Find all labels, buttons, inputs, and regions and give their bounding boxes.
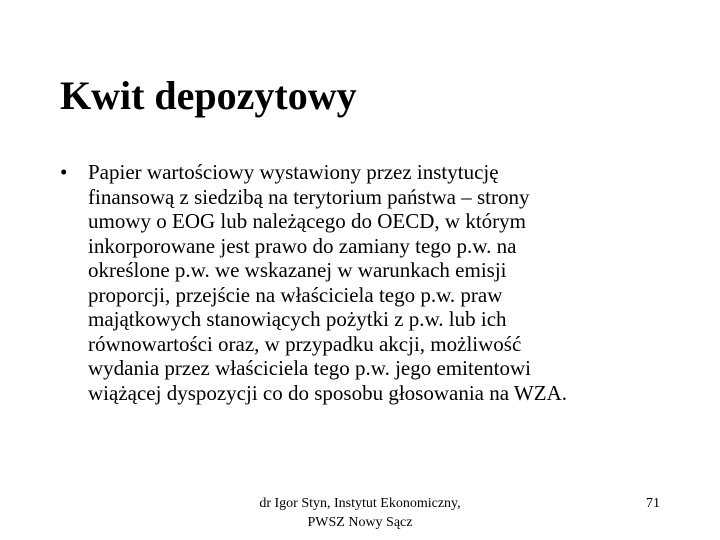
bullet-line: inkorporowane jest prawo do zamiany tego p.w. na [88,233,517,258]
bullet-marker: • [60,160,68,184]
bullet-line: majątkowych stanowiących pożytki z p.w. lub ich [88,307,507,331]
bullet-line: proporcji, przejście na właściciela tego p.w. praw [88,282,503,307]
bullet-line: umowy o EOG lub należącego do OECD, w którym [88,209,526,233]
bullet-item [60,160,660,405]
slide-title: Kwit depozytowy [60,73,357,118]
bullet-line: określone p.w. we wskazanej w warunkach emisji [88,258,507,282]
footer-line: dr Igor Styn, Instytut Ekonomiczny, [259,496,461,511]
bullet-line: równowartości oraz, w przypadku akcji, możliwość [88,331,522,356]
bullet-line: finansową z siedzibą na terytorium państwa – strony [88,184,530,209]
bullet-text [88,160,660,405]
footer-author [240,494,480,532]
bullet-line: Papier wartościowy wystawiony przez instytucję [88,160,499,184]
bullet-line: wiążącej dyspozycji co do sposobu głosowania na WZA. [88,380,567,405]
footer-line: PWSZ Nowy Sącz [307,515,413,530]
bullet-line: wydania przez właściciela tego p.w. jego emitentowi [88,356,531,380]
page-number: 71 [646,496,660,511]
